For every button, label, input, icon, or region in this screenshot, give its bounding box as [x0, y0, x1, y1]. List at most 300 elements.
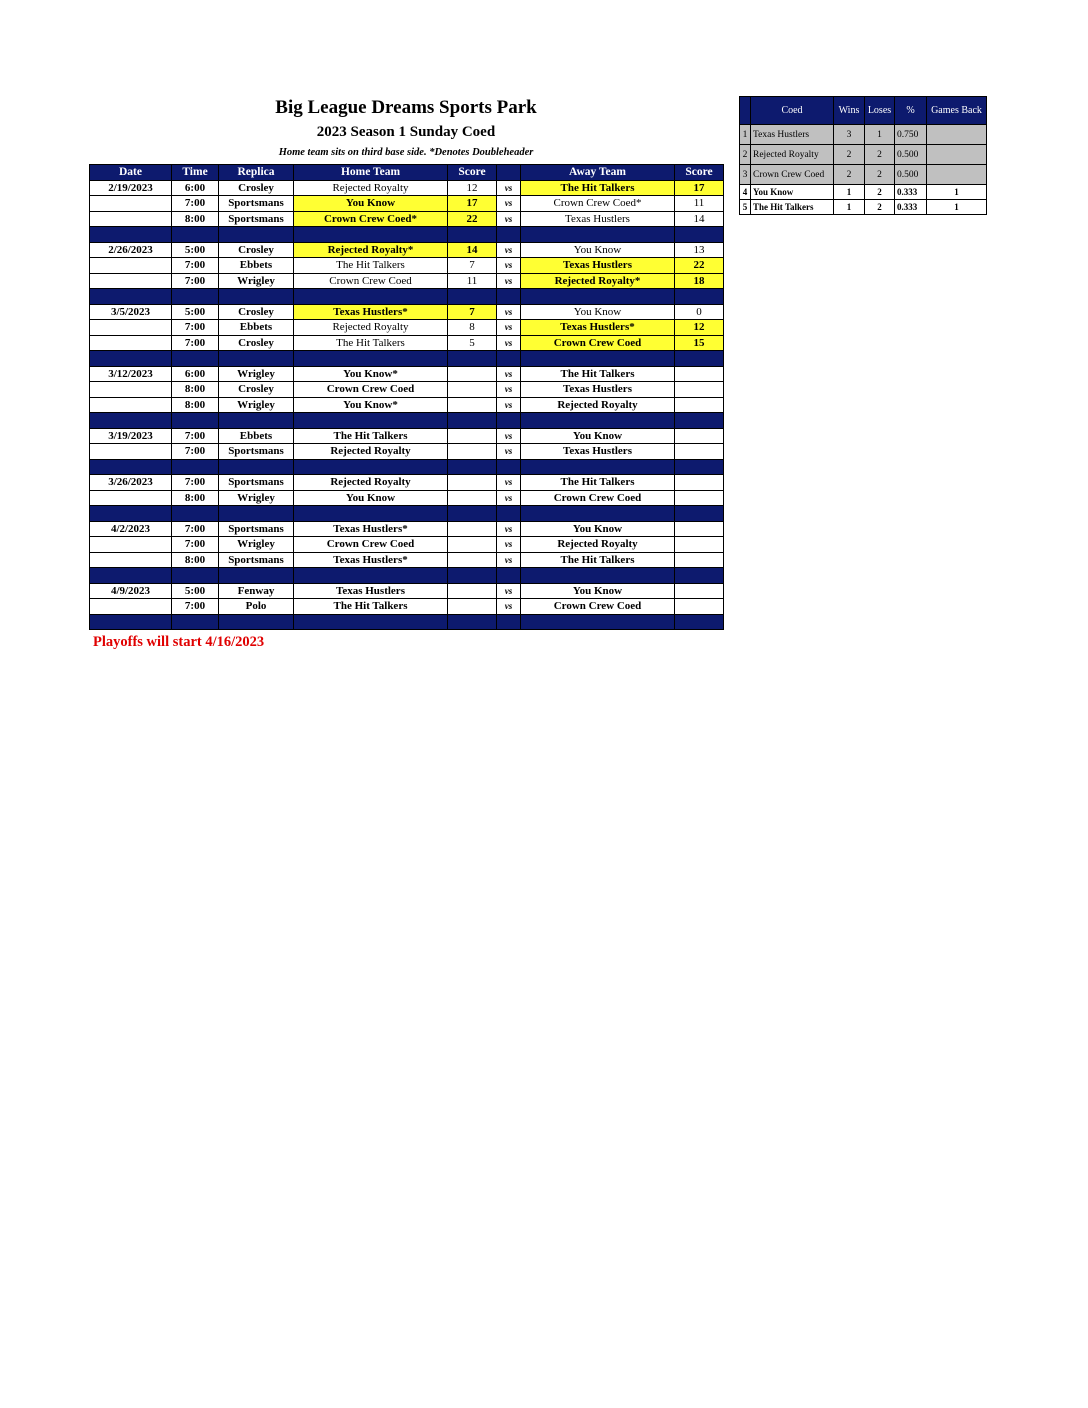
vs-label: vs — [497, 537, 521, 553]
separator-cell — [521, 413, 675, 429]
vs-label: vs — [497, 196, 521, 212]
away-score: 12 — [675, 320, 724, 336]
vs-label: vs — [497, 397, 521, 413]
separator-cell — [90, 568, 172, 584]
team-pct: 0.500 — [895, 165, 927, 185]
team-name: The Hit Talkers — [751, 200, 834, 215]
team-pct: 0.333 — [895, 185, 927, 200]
away-team: You Know — [521, 242, 675, 258]
game-time: 7:00 — [172, 537, 219, 553]
separator-cell — [172, 351, 219, 367]
game-row — [90, 304, 724, 320]
standings-row — [740, 200, 987, 215]
game-date: 3/19/2023 — [90, 428, 172, 444]
game-field: Sportsmans — [219, 196, 294, 212]
game-field: Wrigley — [219, 490, 294, 506]
team-losses: 2 — [865, 200, 895, 215]
away-team: The Hit Talkers — [521, 552, 675, 568]
team-rank: 2 — [740, 145, 751, 165]
away-team: You Know — [521, 583, 675, 599]
game-date — [90, 320, 172, 336]
game-time: 7:00 — [172, 258, 219, 274]
separator-cell — [294, 289, 448, 305]
away-score: 17 — [675, 180, 724, 196]
game-date — [90, 552, 172, 568]
week-separator — [90, 289, 724, 305]
team-wins: 1 — [834, 200, 865, 215]
team-losses: 1 — [865, 125, 895, 145]
home-score — [448, 490, 497, 506]
team-name: Crown Crew Coed — [751, 165, 834, 185]
vs-label: vs — [497, 475, 521, 491]
week-separator — [90, 351, 724, 367]
game-field: Sportsmans — [219, 475, 294, 491]
game-row — [90, 258, 724, 274]
away-team: Crown Crew Coed — [521, 490, 675, 506]
separator-cell — [448, 506, 497, 522]
separator-cell — [521, 459, 675, 475]
home-team: Crown Crew Coed — [294, 382, 448, 398]
game-field: Crosley — [219, 382, 294, 398]
game-date — [90, 335, 172, 351]
separator-cell — [294, 568, 448, 584]
away-score — [675, 428, 724, 444]
team-pct: 0.750 — [895, 125, 927, 145]
home-score: 7 — [448, 304, 497, 320]
separator-cell — [294, 459, 448, 475]
game-time: 7:00 — [172, 521, 219, 537]
schedule-body — [90, 180, 724, 630]
game-field: Wrigley — [219, 537, 294, 553]
away-score — [675, 397, 724, 413]
game-time: 7:00 — [172, 428, 219, 444]
game-row — [90, 382, 724, 398]
separator-cell — [294, 351, 448, 367]
away-score — [675, 382, 724, 398]
separator-cell — [219, 568, 294, 584]
away-score — [675, 599, 724, 615]
home-team: Texas Hustlers* — [294, 304, 448, 320]
standings-body — [740, 125, 987, 215]
team-pct: 0.500 — [895, 145, 927, 165]
home-team: The Hit Talkers — [294, 428, 448, 444]
away-team: Rejected Royalty — [521, 537, 675, 553]
standings-table — [739, 96, 987, 215]
home-score — [448, 552, 497, 568]
col-away-team-header: Away Team — [521, 165, 675, 181]
separator-cell — [521, 289, 675, 305]
game-time: 7:00 — [172, 320, 219, 336]
separator-cell — [172, 413, 219, 429]
game-time: 5:00 — [172, 583, 219, 599]
week-separator — [90, 506, 724, 522]
game-row — [90, 583, 724, 599]
separator-cell — [448, 289, 497, 305]
home-team: Rejected Royalty — [294, 475, 448, 491]
game-field: Crosley — [219, 242, 294, 258]
separator-cell — [497, 459, 521, 475]
home-score — [448, 366, 497, 382]
away-team: Crown Crew Coed* — [521, 196, 675, 212]
game-field: Polo — [219, 599, 294, 615]
away-score: 22 — [675, 258, 724, 274]
game-date — [90, 444, 172, 460]
game-row — [90, 273, 724, 289]
game-time: 6:00 — [172, 366, 219, 382]
game-time: 5:00 — [172, 304, 219, 320]
home-team: You Know* — [294, 397, 448, 413]
home-team: You Know — [294, 490, 448, 506]
game-row — [90, 552, 724, 568]
home-score: 7 — [448, 258, 497, 274]
game-date — [90, 211, 172, 227]
game-row — [90, 180, 724, 196]
game-date: 2/26/2023 — [90, 242, 172, 258]
schedule-note: Home team sits on third base side. *Denotes Doubleheader — [278, 147, 534, 158]
separator-cell — [219, 351, 294, 367]
team-name: Texas Hustlers — [751, 125, 834, 145]
separator-cell — [521, 351, 675, 367]
game-field: Sportsmans — [219, 521, 294, 537]
away-score: 13 — [675, 242, 724, 258]
separator-cell — [675, 351, 724, 367]
game-row — [90, 242, 724, 258]
game-row — [90, 599, 724, 615]
game-row — [90, 196, 724, 212]
game-field: Crosley — [219, 180, 294, 196]
home-team: Texas Hustlers* — [294, 552, 448, 568]
separator-cell — [448, 227, 497, 243]
away-score: 15 — [675, 335, 724, 351]
col-vs-header — [497, 165, 521, 181]
separator-cell — [172, 289, 219, 305]
away-team: The Hit Talkers — [521, 180, 675, 196]
game-date — [90, 273, 172, 289]
game-row — [90, 475, 724, 491]
separator-cell — [90, 289, 172, 305]
away-team: Crown Crew Coed — [521, 599, 675, 615]
separator-cell — [675, 459, 724, 475]
separator-cell — [90, 614, 172, 630]
away-score — [675, 537, 724, 553]
standings-losses-header: Loses — [865, 97, 895, 125]
season-subtitle: 2023 Season 1 Sunday Coed — [316, 124, 496, 140]
team-losses: 2 — [865, 165, 895, 185]
separator-cell — [675, 227, 724, 243]
game-row — [90, 320, 724, 336]
away-team: Texas Hustlers — [521, 382, 675, 398]
vs-label: vs — [497, 552, 521, 568]
separator-cell — [90, 459, 172, 475]
separator-cell — [172, 227, 219, 243]
team-losses: 2 — [865, 185, 895, 200]
game-date: 4/9/2023 — [90, 583, 172, 599]
separator-cell — [219, 227, 294, 243]
away-team: You Know — [521, 428, 675, 444]
home-team: Rejected Royalty — [294, 180, 448, 196]
separator-cell — [497, 568, 521, 584]
separator-cell — [521, 614, 675, 630]
home-score: 11 — [448, 273, 497, 289]
col-date-header: Date — [90, 165, 172, 181]
home-team: You Know — [294, 196, 448, 212]
col-replica-header: Replica — [219, 165, 294, 181]
separator-cell — [448, 351, 497, 367]
game-time: 7:00 — [172, 196, 219, 212]
home-score — [448, 599, 497, 615]
separator-cell — [294, 227, 448, 243]
home-score: 5 — [448, 335, 497, 351]
away-score — [675, 444, 724, 460]
separator-cell — [497, 351, 521, 367]
team-wins: 1 — [834, 185, 865, 200]
game-date: 3/26/2023 — [90, 475, 172, 491]
home-score: 14 — [448, 242, 497, 258]
col-home-team-header: Home Team — [294, 165, 448, 181]
game-time: 7:00 — [172, 273, 219, 289]
standings-row — [740, 185, 987, 200]
game-time: 8:00 — [172, 490, 219, 506]
away-team: Texas Hustlers — [521, 258, 675, 274]
home-score — [448, 397, 497, 413]
home-score — [448, 475, 497, 491]
separator-cell — [90, 351, 172, 367]
week-separator — [90, 227, 724, 243]
separator-cell — [675, 614, 724, 630]
vs-label: vs — [497, 490, 521, 506]
team-name: You Know — [751, 185, 834, 200]
game-time: 5:00 — [172, 242, 219, 258]
playoffs-notice: Playoffs will start 4/16/2023 — [93, 634, 265, 650]
game-date: 3/5/2023 — [90, 304, 172, 320]
game-date — [90, 490, 172, 506]
games-back: 1 — [927, 200, 987, 215]
home-team: The Hit Talkers — [294, 258, 448, 274]
game-time: 8:00 — [172, 382, 219, 398]
standings-wins-header: Wins — [834, 97, 865, 125]
games-back — [927, 145, 987, 165]
game-field: Fenway — [219, 583, 294, 599]
separator-cell — [497, 506, 521, 522]
home-team: Texas Hustlers — [294, 583, 448, 599]
separator-cell — [219, 614, 294, 630]
team-pct: 0.333 — [895, 200, 927, 215]
home-score — [448, 382, 497, 398]
vs-label: vs — [497, 242, 521, 258]
game-time: 7:00 — [172, 444, 219, 460]
separator-cell — [521, 568, 675, 584]
home-team: Crown Crew Coed* — [294, 211, 448, 227]
game-field: Sportsmans — [219, 211, 294, 227]
game-row — [90, 537, 724, 553]
separator-cell — [675, 413, 724, 429]
separator-cell — [90, 413, 172, 429]
away-score — [675, 366, 724, 382]
separator-cell — [219, 506, 294, 522]
separator-cell — [675, 568, 724, 584]
home-score — [448, 428, 497, 444]
away-score — [675, 521, 724, 537]
home-team: The Hit Talkers — [294, 599, 448, 615]
game-date: 3/12/2023 — [90, 366, 172, 382]
away-team: You Know — [521, 304, 675, 320]
vs-label: vs — [497, 521, 521, 537]
game-time: 7:00 — [172, 335, 219, 351]
standings-pct-header: % — [895, 97, 927, 125]
schedule-table — [89, 164, 724, 630]
away-score — [675, 490, 724, 506]
separator-cell — [172, 614, 219, 630]
home-team: Texas Hustlers* — [294, 521, 448, 537]
home-score: 8 — [448, 320, 497, 336]
home-team: Rejected Royalty — [294, 320, 448, 336]
schedule-header-row — [90, 165, 724, 181]
game-date — [90, 397, 172, 413]
game-row — [90, 366, 724, 382]
game-date — [90, 196, 172, 212]
week-separator — [90, 459, 724, 475]
vs-label: vs — [497, 382, 521, 398]
game-field: Sportsmans — [219, 444, 294, 460]
away-score: 14 — [675, 211, 724, 227]
week-separator — [90, 413, 724, 429]
standings-gb-header: Games Back — [927, 97, 987, 125]
away-team: Rejected Royalty* — [521, 273, 675, 289]
team-rank: 1 — [740, 125, 751, 145]
week-separator — [90, 568, 724, 584]
col-time-header: Time — [172, 165, 219, 181]
standings-row — [740, 165, 987, 185]
away-score — [675, 552, 724, 568]
vs-label: vs — [497, 211, 521, 227]
separator-cell — [172, 459, 219, 475]
separator-cell — [294, 413, 448, 429]
home-score: 22 — [448, 211, 497, 227]
game-row — [90, 335, 724, 351]
vs-label: vs — [497, 599, 521, 615]
away-team: Texas Hustlers — [521, 444, 675, 460]
home-score — [448, 521, 497, 537]
separator-cell — [497, 289, 521, 305]
home-team: Rejected Royalty — [294, 444, 448, 460]
away-score: 11 — [675, 196, 724, 212]
separator-cell — [90, 227, 172, 243]
team-wins: 2 — [834, 145, 865, 165]
separator-cell — [448, 459, 497, 475]
game-row — [90, 428, 724, 444]
game-time: 6:00 — [172, 180, 219, 196]
separator-cell — [675, 289, 724, 305]
team-wins: 2 — [834, 165, 865, 185]
standings-rank-header — [740, 97, 751, 125]
away-score: 0 — [675, 304, 724, 320]
vs-label: vs — [497, 304, 521, 320]
team-rank: 4 — [740, 185, 751, 200]
team-name: Rejected Royalty — [751, 145, 834, 165]
home-score — [448, 444, 497, 460]
separator-cell — [497, 413, 521, 429]
vs-label: vs — [497, 180, 521, 196]
week-separator — [90, 614, 724, 630]
away-score — [675, 583, 724, 599]
game-field: Wrigley — [219, 366, 294, 382]
separator-cell — [521, 227, 675, 243]
away-team: Texas Hustlers* — [521, 320, 675, 336]
vs-label: vs — [497, 335, 521, 351]
standings-row — [740, 125, 987, 145]
team-rank: 5 — [740, 200, 751, 215]
separator-cell — [219, 459, 294, 475]
home-team: Rejected Royalty* — [294, 242, 448, 258]
separator-cell — [294, 506, 448, 522]
game-time: 8:00 — [172, 397, 219, 413]
game-date — [90, 537, 172, 553]
home-score: 12 — [448, 180, 497, 196]
game-field: Wrigley — [219, 397, 294, 413]
team-losses: 2 — [865, 145, 895, 165]
game-row — [90, 397, 724, 413]
vs-label: vs — [497, 366, 521, 382]
team-wins: 3 — [834, 125, 865, 145]
separator-cell — [448, 568, 497, 584]
game-time: 8:00 — [172, 552, 219, 568]
game-time: 7:00 — [172, 599, 219, 615]
game-date: 4/2/2023 — [90, 521, 172, 537]
game-field: Crosley — [219, 335, 294, 351]
vs-label: vs — [497, 258, 521, 274]
away-score: 18 — [675, 273, 724, 289]
away-team: Crown Crew Coed — [521, 335, 675, 351]
games-back: 1 — [927, 185, 987, 200]
game-row — [90, 444, 724, 460]
games-back — [927, 165, 987, 185]
separator-cell — [172, 506, 219, 522]
standings-team-header: Coed — [751, 97, 834, 125]
game-field: Wrigley — [219, 273, 294, 289]
home-team: Crown Crew Coed — [294, 273, 448, 289]
game-field: Ebbets — [219, 258, 294, 274]
game-field: Sportsmans — [219, 552, 294, 568]
standings-row — [740, 145, 987, 165]
away-team: Rejected Royalty — [521, 397, 675, 413]
home-team: Crown Crew Coed — [294, 537, 448, 553]
page-title: Big League Dreams Sports Park — [275, 97, 537, 118]
away-team: Texas Hustlers — [521, 211, 675, 227]
home-score — [448, 583, 497, 599]
separator-cell — [448, 614, 497, 630]
separator-cell — [521, 506, 675, 522]
game-field: Ebbets — [219, 428, 294, 444]
team-rank: 3 — [740, 165, 751, 185]
col-home-score-header: Score — [448, 165, 497, 181]
game-time: 7:00 — [172, 475, 219, 491]
away-team: You Know — [521, 521, 675, 537]
game-date — [90, 258, 172, 274]
games-back — [927, 125, 987, 145]
game-time: 8:00 — [172, 211, 219, 227]
game-row — [90, 490, 724, 506]
game-row — [90, 211, 724, 227]
separator-cell — [219, 413, 294, 429]
game-date — [90, 599, 172, 615]
standings-header-row — [740, 97, 987, 125]
away-score — [675, 475, 724, 491]
separator-cell — [497, 614, 521, 630]
separator-cell — [219, 289, 294, 305]
game-date — [90, 382, 172, 398]
vs-label: vs — [497, 428, 521, 444]
separator-cell — [294, 614, 448, 630]
